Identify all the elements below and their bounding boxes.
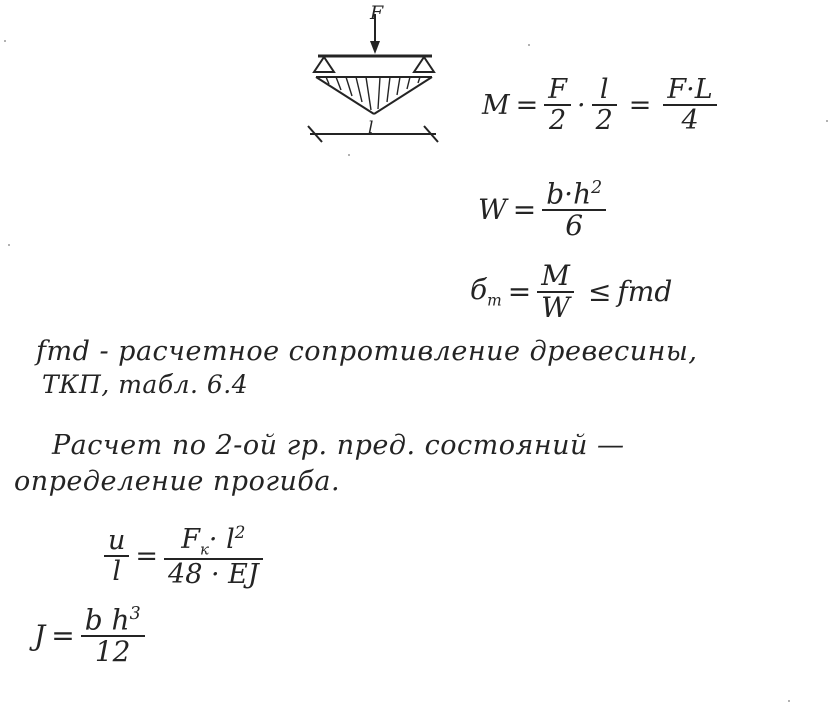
section-modulus-numerator <box>542 177 606 211</box>
deflection-exponent: 2 <box>234 522 246 542</box>
scan-speck <box>348 154 350 156</box>
inertia-numerator-text: b h <box>84 603 130 637</box>
note-line-1: fmd - расчетное сопротивление древесины, <box>36 336 698 367</box>
moment-term-1-denominator: 2 <box>544 104 571 134</box>
deflection-force-symbol: F <box>181 524 201 555</box>
stress-fraction <box>537 259 574 324</box>
left-triangle-support <box>314 57 334 72</box>
deflection-force-subscript: к <box>200 540 209 559</box>
moment-result-numerator: F·L <box>667 74 713 105</box>
section-modulus-exponent: 2 <box>591 178 603 198</box>
inertia-fraction <box>81 603 145 669</box>
moment-equals-2: = <box>628 89 652 121</box>
inertia-exponent: 3 <box>129 604 141 624</box>
deflection-rhs-denominator: 48 · EJ <box>164 558 263 588</box>
section-modulus-numerator-text: b·h <box>546 177 592 211</box>
section-modulus-formula <box>478 177 606 243</box>
deflection-rhs-numerator <box>164 524 263 558</box>
scan-speck <box>826 120 828 122</box>
load-label-F: F <box>370 2 384 24</box>
stress-sigma-symbol: б <box>470 272 488 306</box>
moment-formula <box>482 76 717 134</box>
stress-equals: = <box>507 275 532 308</box>
section-modulus-equals: = <box>512 193 537 227</box>
section-modulus-fraction <box>542 177 606 243</box>
stress-relation: ≤ <box>587 275 612 308</box>
inertia-numerator <box>81 603 145 637</box>
note-line-3: Расчет по 2-ой гр. пред. состояний — <box>52 430 625 461</box>
right-triangle-support <box>414 57 434 72</box>
moment-term-1 <box>544 76 571 134</box>
moment-result-denominator: 4 <box>663 104 716 134</box>
stress-rhs-fmd: fmd <box>617 275 673 308</box>
stress-numerator: M <box>541 259 570 292</box>
span-label-l: l <box>368 118 374 138</box>
scan-speck <box>528 44 530 46</box>
scan-speck <box>4 40 6 42</box>
stress-subscript: m <box>487 291 502 310</box>
bending-moment-diagram <box>316 77 432 114</box>
stress-lhs <box>470 272 502 310</box>
moment-of-inertia-formula <box>34 603 145 669</box>
note-line-4: определение прогиба. <box>14 466 341 497</box>
note-line-2: ТКП, табл. 6.4 <box>42 370 249 399</box>
stress-denominator: W <box>537 291 574 322</box>
moment-lhs: M <box>482 89 510 121</box>
deflection-ratio-formula <box>104 522 263 591</box>
scan-speck <box>788 700 790 702</box>
deflection-span-term: · l <box>208 524 235 555</box>
moment-term-1-numerator: F <box>548 74 568 105</box>
moment-term-2-numerator: l <box>599 74 609 105</box>
deflection-equals: = <box>135 540 159 572</box>
moment-result <box>663 76 716 134</box>
section-modulus-lhs: W <box>478 193 507 227</box>
moment-equals-1: = <box>515 89 539 121</box>
scan-speck <box>8 244 10 246</box>
beam-diagram-svg <box>300 4 480 154</box>
moment-term-2 <box>592 76 617 134</box>
stress-formula <box>470 259 673 324</box>
moment-multiply-dot: · <box>577 89 586 121</box>
deflection-rhs-fraction <box>164 522 263 591</box>
deflection-lhs-numerator: u <box>108 525 126 557</box>
deflection-lhs-fraction <box>104 525 129 588</box>
deflection-lhs-denominator: l <box>104 555 129 585</box>
inertia-equals: = <box>51 619 75 653</box>
inertia-denominator: 12 <box>81 635 145 666</box>
beam-diagram <box>300 4 480 154</box>
inertia-lhs: J <box>34 619 46 653</box>
section-modulus-denominator: 6 <box>542 209 606 240</box>
moment-term-2-denominator: 2 <box>592 104 617 134</box>
